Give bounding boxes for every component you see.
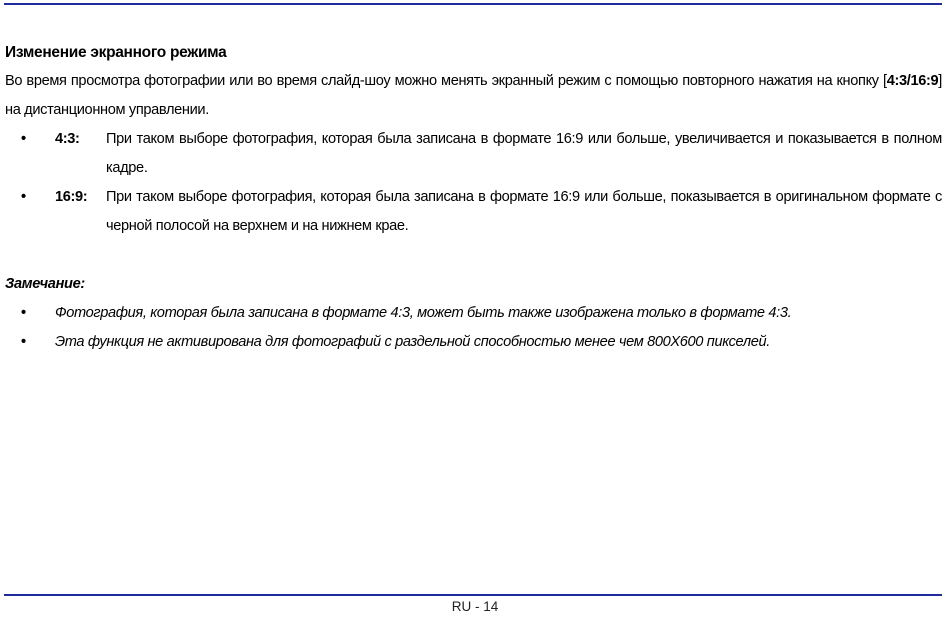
mode-term: 4:3: <box>55 131 80 147</box>
mode-list <box>5 125 942 241</box>
mode-description: При таком выборе фотография, которая была записана в формате 16:9 или больше, показывается в оригинальном формате с черной полосой на верхнем и на нижнем крае. <box>106 189 942 234</box>
bullet-icon: • <box>21 334 26 350</box>
note-title: Замечание: <box>5 276 85 292</box>
aspect-key-label: 4:3/16:9 <box>886 73 939 89</box>
note-text: Фотография, которая была записана в формате 4:3, может быть также изображена только в формате 4:3. <box>55 305 792 321</box>
intro-text-before: Во время просмотра фотографии или во время слайд-шоу можно менять экранный режим с помощью повторного нажатия на кнопку [ <box>5 73 887 89</box>
mode-item-16-9 <box>5 183 942 241</box>
page-content <box>5 38 942 357</box>
note-item <box>5 328 942 357</box>
top-divider <box>4 3 942 5</box>
bullet-icon: • <box>21 189 26 205</box>
note-item <box>5 299 942 328</box>
mode-term: 16:9: <box>55 189 88 205</box>
mode-item-4-3 <box>5 125 942 183</box>
bullet-icon: • <box>21 305 26 321</box>
bullet-icon: • <box>21 131 26 147</box>
note-text: Эта функция не активирована для фотографий с раздельной способностью менее чем 800X600 пикселей. <box>55 334 770 350</box>
note-list <box>5 299 942 357</box>
mode-description: При таком выборе фотография, которая была записана в формате 16:9 или больше, увеличивается и показывается в полном кадре. <box>106 131 942 176</box>
section-title: Изменение экранного режима <box>5 44 227 61</box>
spacer <box>5 241 942 270</box>
page-number: RU - 14 <box>451 599 499 614</box>
intro-text-after: ] на дистанционном управлении. <box>5 73 942 118</box>
intro-paragraph <box>5 67 942 125</box>
